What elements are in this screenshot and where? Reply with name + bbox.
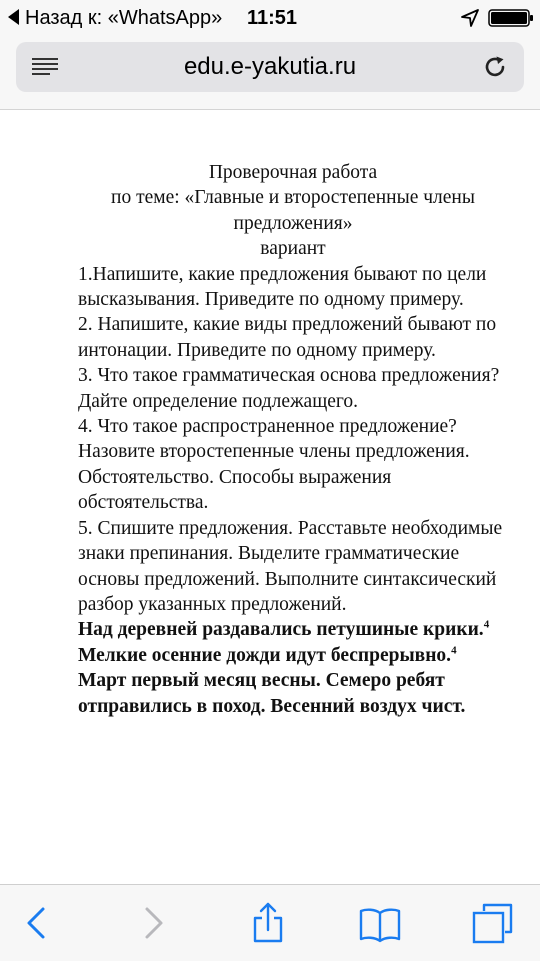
tabs-icon	[470, 901, 514, 945]
task-4: 4. Что такое распространенное предложение? Назовите второстепенные члены предложения. Обстоятельство. Способы выражения обстоятельства.	[78, 416, 470, 514]
url-text[interactable]: edu.e-yakutia.ru	[183, 53, 357, 80]
exercise-part-2: Мелкие осенние дожди идут беспрерывно.	[78, 644, 452, 666]
address-bar[interactable]	[16, 42, 524, 92]
chevron-right-icon	[132, 901, 176, 945]
back-to-app-label[interactable]: Назад к: «WhatsApp»	[25, 7, 223, 29]
task-2: 2. Напишите, какие виды предложений бывают по интонации. Приведите по одному примеру.	[78, 314, 497, 361]
reload-icon[interactable]	[482, 54, 508, 80]
clock: 11:51	[247, 7, 298, 29]
exercise-part-1: Над деревней раздавались петушиные крики.	[78, 619, 484, 641]
tabs-button[interactable]	[470, 901, 514, 945]
task-3: 3. Что такое грамматическая основа предложения? Дайте определение подлежащего.	[78, 365, 500, 412]
back-button[interactable]	[14, 901, 58, 945]
exercise-sup-1: 4	[483, 618, 490, 631]
battery-icon	[488, 9, 534, 27]
status-bar	[0, 0, 540, 36]
document-content	[78, 160, 508, 719]
task-1: 1.Напишите, какие предложения бывают по цели высказывания. Приведите по одному примеру.	[78, 263, 487, 311]
bookmarks-button[interactable]	[358, 901, 402, 945]
doc-title-line-1: Проверочная работа	[208, 162, 378, 183]
location-arrow-icon	[460, 8, 480, 28]
doc-title-line-2: по теме: «Главные и второстепенные члены	[111, 187, 475, 209]
share-icon	[246, 901, 290, 945]
doc-title-line-3: предложения»	[233, 212, 353, 234]
bookmarks-icon	[358, 901, 402, 945]
forward-button[interactable]	[132, 901, 176, 945]
reader-view-icon[interactable]	[32, 57, 58, 77]
browser-header	[0, 36, 540, 110]
exercise-sentences	[78, 617, 508, 719]
task-5: 5. Спишите предложения. Расставьте необходимые знаки препинания. Выделите грамматические основы предложений. Выполните синтаксический разбор указанных предложений.	[78, 517, 503, 615]
doc-title-line-4: вариант	[260, 238, 326, 260]
exercise-sup-2: 4	[451, 644, 457, 657]
back-triangle-icon	[8, 9, 19, 25]
bottom-toolbar	[0, 884, 540, 961]
exercise-part-3: Март первый месяц весны. Семеро ребят отправились в поход. Весенний воздух чист.	[78, 670, 466, 717]
share-button[interactable]	[246, 901, 290, 945]
chevron-left-icon	[14, 901, 58, 945]
